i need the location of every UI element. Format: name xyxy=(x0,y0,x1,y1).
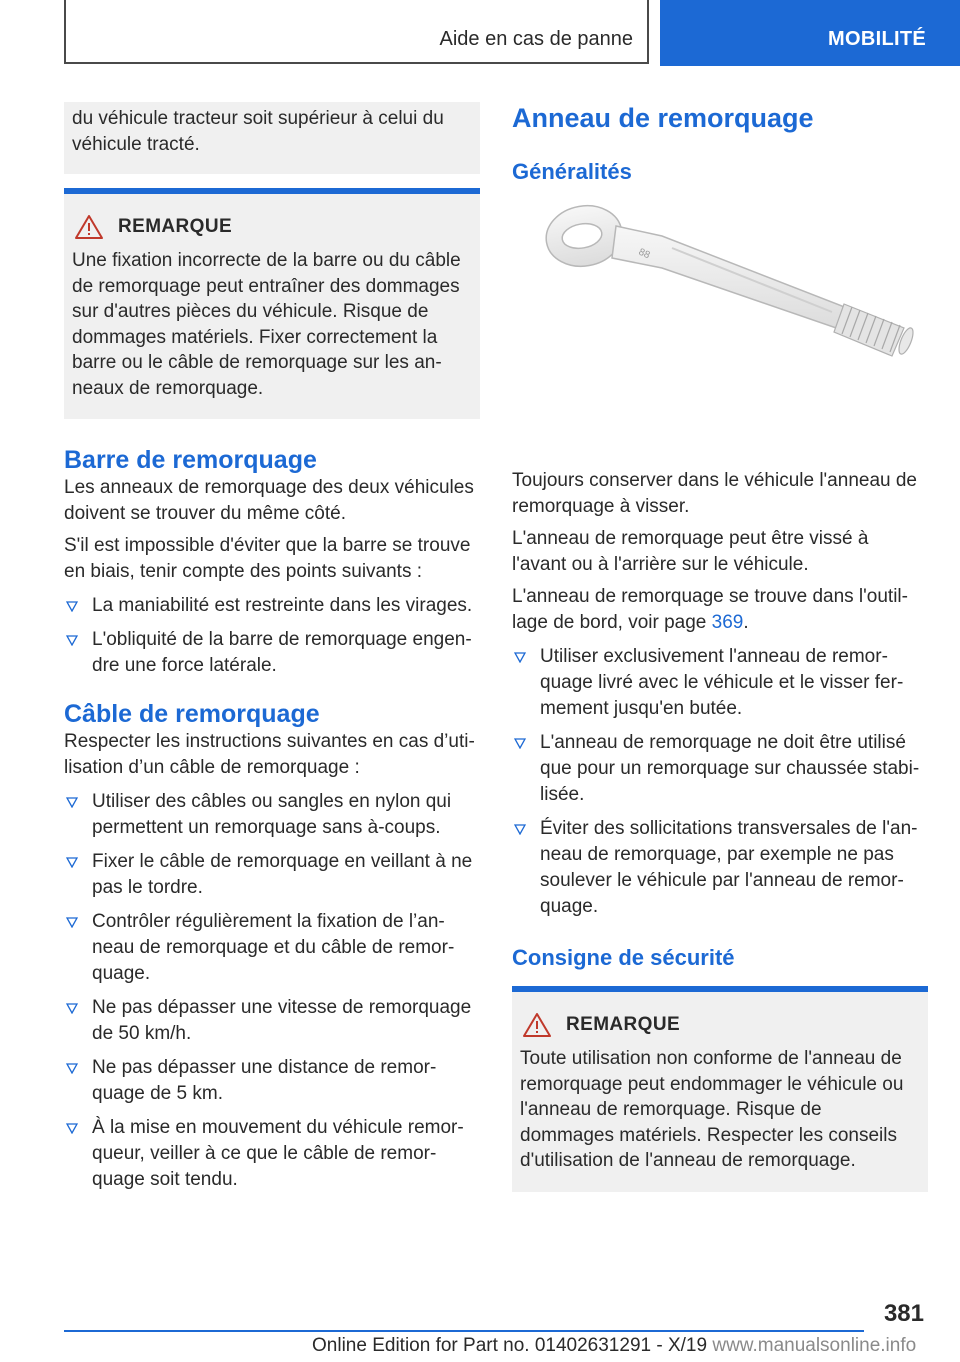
paragraph-text-end: . xyxy=(743,612,749,633)
list-item-text: Ne pas dépasser une vitesse de remorquage de 50 km/h. xyxy=(92,997,472,1044)
towing-eye-paragraph-2: L'anneau de remorquage peut être vissé à l'avant ou à l'arrière sur le véhicule. xyxy=(512,528,869,575)
towing-eye-list xyxy=(512,644,928,920)
list-item-text: Utiliser des câbles ou sangles en nylon qui permettent un remorquage sans à-coups. xyxy=(92,791,452,838)
tow-cable-paragraph: Respecter les instructions suivantes en cas d’utilisation d’un câble de remorquage : xyxy=(64,731,475,778)
tow-cable-list xyxy=(64,789,480,1193)
bullet-triangle-icon xyxy=(514,824,526,835)
bullet-triangle-icon xyxy=(66,797,78,808)
list-item-text: Éviter des sollicitations transversales de l'anneau de remorquage, par exemple ne pas soulever le véhicule par l'anneau de remorquage. xyxy=(540,818,918,917)
continuation-box xyxy=(64,102,480,174)
left-column xyxy=(64,102,480,1201)
warning-triangle-icon xyxy=(522,1012,552,1038)
heading-tow-bar: Barre de remorquage xyxy=(64,446,317,474)
list-item xyxy=(64,593,480,619)
bullet-triangle-icon xyxy=(66,1063,78,1074)
edition-text: Online Edition for Part no. 01402631291 - X/19 xyxy=(312,1335,708,1356)
list-item xyxy=(512,816,928,920)
towing-eye-paragraph-3 xyxy=(512,584,928,636)
tow-bar-list xyxy=(64,593,480,679)
tow-bar-paragraph-1: Les anneaux de remorquage des deux véhicules doivent se trouver du même côté. xyxy=(64,477,474,524)
list-item-text: Ne pas dépasser une distance de remorquage de 5 km. xyxy=(92,1057,437,1104)
notice-box xyxy=(64,188,480,419)
list-item-text: L'anneau de remorquage ne doit être utilisé que pour un remorquage sur chaussée stabilisée. xyxy=(540,732,920,805)
list-item-text: L'obliquité de la barre de remorquage engendre une force latérale. xyxy=(92,629,472,676)
part-marking: 88 xyxy=(636,246,652,262)
list-item xyxy=(512,730,928,808)
tow-bar-paragraph-2: S'il est impossible d'éviter que la barre se trouve en biais, tenir compte des points suivants : xyxy=(64,535,471,582)
right-column xyxy=(512,102,928,1192)
notice-header xyxy=(520,1012,918,1038)
page-link-369[interactable]: 369 xyxy=(711,612,744,633)
subheading-general: Généralités xyxy=(512,159,632,184)
footer-divider xyxy=(64,1330,864,1332)
section-tab xyxy=(64,0,649,64)
list-item-text: La maniabilité est restreinte dans les virages. xyxy=(92,595,473,616)
paragraph-text: L'anneau de remorquage se trouve dans l'outillage de bord, voir page xyxy=(512,586,908,633)
notice-body: Une fixation incorrecte de la barre ou du câble de remorquage peut entraîner des dommages sur d'autres pièces du véhicule. Risque de dommages matériels. Fixer correctement la barre ou le câble de remorquage sur les anneaux de remorquage. xyxy=(72,250,461,399)
warning-triangle-icon xyxy=(74,214,104,240)
heading-safety: Consigne de sécurité xyxy=(512,945,735,970)
list-item xyxy=(512,644,928,722)
list-item xyxy=(64,909,480,987)
list-item-text: Utiliser exclusivement l'anneau de remorquage livré avec le véhicule et le visser fermement jusqu'en butée. xyxy=(540,646,904,719)
list-item xyxy=(64,1115,480,1193)
bullet-triangle-icon xyxy=(66,917,78,928)
notice-title: REMARQUE xyxy=(118,216,233,237)
chapter-tab xyxy=(660,0,960,66)
towing-eye-illustration xyxy=(512,196,928,426)
bullet-triangle-icon xyxy=(66,857,78,868)
footer-edition xyxy=(312,1335,916,1357)
list-item xyxy=(64,627,480,679)
heading-tow-cable: Câble de remorquage xyxy=(64,700,320,728)
list-item-text: Contrôler régulièrement la fixation de l’anneau de remorquage et du câble de remorquage. xyxy=(92,911,455,984)
notice-header xyxy=(72,214,470,240)
chapter-title: MOBILITÉ xyxy=(828,28,926,50)
page-header xyxy=(0,0,960,66)
safety-notice-box xyxy=(512,986,928,1192)
list-item xyxy=(64,789,480,841)
bullet-triangle-icon xyxy=(66,1123,78,1134)
bullet-triangle-icon xyxy=(66,635,78,646)
towing-eye-paragraph-1: Toujours conserver dans le véhicule l'anneau de remorquage à visser. xyxy=(512,470,917,517)
page-number: 381 xyxy=(883,1300,924,1327)
section-title: Aide en cas de panne xyxy=(439,28,633,50)
list-item xyxy=(64,849,480,901)
watermark-text: www.manualsonline.info xyxy=(712,1335,917,1356)
bullet-triangle-icon xyxy=(66,1003,78,1014)
notice-body: Toute utilisation non conforme de l'anneau de remorquage peut endommager le véhicule ou l'anneau de remorquage. Risque de dommages matériels. Respecter les conseils d'utilisation de l'anneau de remorquage. xyxy=(520,1048,904,1171)
bullet-triangle-icon xyxy=(514,738,526,749)
list-item xyxy=(64,995,480,1047)
list-item-text: À la mise en mouvement du véhicule remorqueur, veiller à ce que le câble de remorquage soit tendu. xyxy=(92,1117,464,1190)
notice-title: REMARQUE xyxy=(566,1014,681,1035)
bullet-triangle-icon xyxy=(66,601,78,612)
continuation-text: du véhicule tracteur soit supérieur à celui du véhicule tracté. xyxy=(72,108,444,155)
bullet-triangle-icon xyxy=(514,652,526,663)
heading-towing-eye: Anneau de remorquage xyxy=(512,103,814,133)
list-item xyxy=(64,1055,480,1107)
list-item-text: Fixer le câble de remorquage en veillant à ne pas le tordre. xyxy=(92,851,473,898)
